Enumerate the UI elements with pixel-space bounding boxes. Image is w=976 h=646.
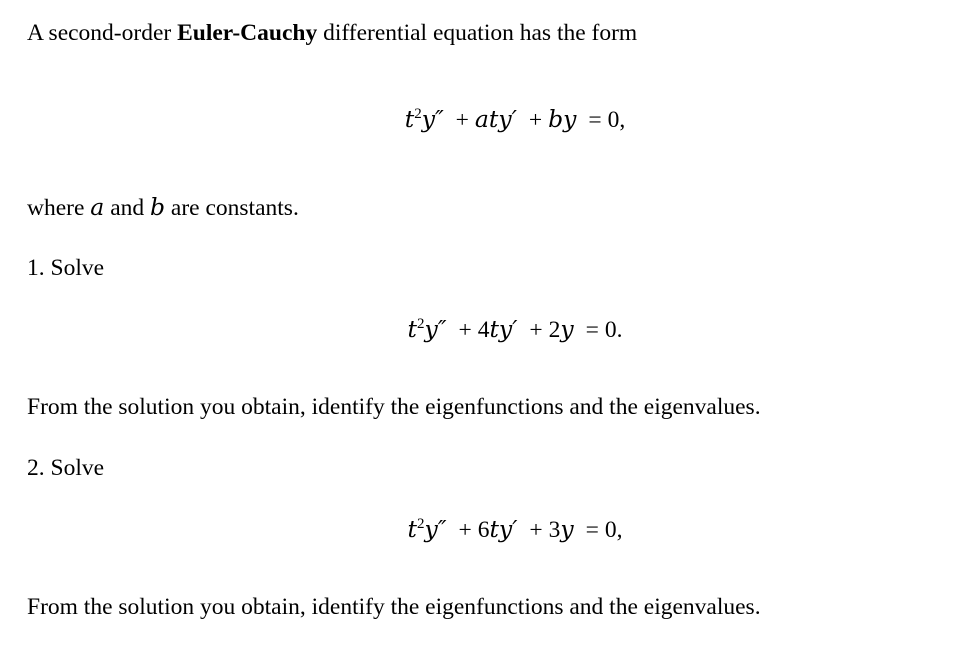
eq-coef: 4: [477, 317, 490, 343]
eq-t: t: [407, 315, 417, 343]
eq-y-double-prime: y″: [424, 515, 447, 543]
eq-coef: 6: [477, 517, 490, 543]
eq-t: t: [404, 105, 415, 133]
eq-exponent: 2: [414, 106, 422, 122]
var-a: a: [90, 193, 105, 221]
and-word: and: [110, 195, 145, 221]
eq-term-ty: ty′: [489, 515, 518, 543]
eq-y-double-prime: y″: [424, 315, 447, 343]
eq-plus: +: [455, 107, 469, 133]
var-b: b: [150, 193, 166, 221]
eq-term-by: by: [548, 105, 577, 133]
eq-term-y: y: [560, 315, 574, 343]
eq-rhs: 0,: [604, 517, 623, 543]
eq-term-aty: aty′: [474, 105, 517, 133]
eq-exponent: 2: [417, 516, 425, 532]
eq-exponent: 2: [417, 316, 425, 332]
eq-t: t: [407, 515, 417, 543]
intro-paragraph: [27, 18, 637, 48]
eq-plus: +: [529, 517, 543, 543]
intro-term: Euler-Cauchy: [177, 20, 318, 46]
eq-equals: =: [585, 517, 599, 543]
item2-label: 2. Solve: [27, 455, 105, 481]
general-equation: [0, 104, 976, 135]
eq-plus: +: [458, 517, 472, 543]
eq-coef: 3: [548, 517, 561, 543]
eq-rhs: 0,: [607, 107, 626, 133]
item1-followup: From the solution you obtain, identify the eigenfunctions and the eigenvalues.: [27, 394, 761, 420]
item2-followup: From the solution you obtain, identify the eigenfunctions and the eigenvalues.: [27, 594, 761, 620]
intro-prefix: A second-order: [27, 20, 172, 46]
eq-term-ty: ty′: [489, 315, 518, 343]
eq-term-y: y: [560, 515, 574, 543]
item1-label: 1. Solve: [27, 255, 105, 281]
eq-rhs: 0.: [604, 317, 623, 343]
where-word: where: [27, 195, 85, 221]
eq-y-double-prime: y″: [421, 105, 444, 133]
intro-suffix: differential equation has the form: [323, 20, 638, 46]
eq-plus: +: [458, 317, 472, 343]
item1-equation: [0, 314, 976, 345]
eq-plus: +: [529, 317, 543, 343]
constants-text: are constants.: [170, 195, 299, 221]
eq-equals: =: [585, 317, 599, 343]
eq-equals: =: [588, 107, 602, 133]
eq-coef: 2: [548, 317, 561, 343]
where-clause: [27, 192, 299, 223]
eq-plus: +: [528, 107, 543, 133]
item2-equation: [0, 514, 976, 545]
